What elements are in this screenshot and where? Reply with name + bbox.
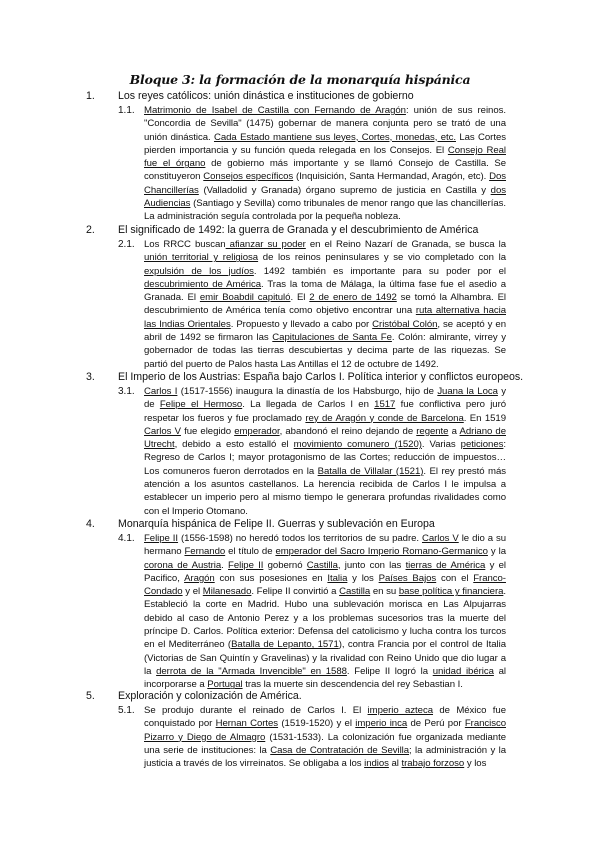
- underlined-term: peticiones: [460, 439, 504, 451]
- text-segment: . En 1519: [463, 412, 507, 424]
- text-segment: . Varias: [421, 439, 461, 451]
- underlined-term: corona de Austria: [144, 559, 222, 571]
- text-segment: , abandonó el reino dejando de: [279, 425, 417, 437]
- document-title: Bloque 3: la formación de la monarquía hispánica: [129, 72, 471, 87]
- underlined-term: Carlos I: [144, 386, 178, 397]
- text-segment: .: [221, 559, 229, 571]
- underlined-term: Castilla: [306, 559, 338, 571]
- text-segment: Los RRCC buscan: [144, 239, 226, 250]
- text-segment: gobernó: [263, 559, 307, 571]
- text-segment: (1556-1598) no heredó todos los territorios de su padre.: [178, 533, 422, 544]
- section-title: El Imperio de los Austrias: España bajo Carlos I. Política interior y conflictos europeos.: [118, 371, 524, 383]
- underlined-term: afianzar su poder: [225, 239, 306, 250]
- section-number: 2.: [86, 224, 95, 236]
- underlined-term: 2 de enero de 1492: [309, 292, 397, 304]
- text-segment: . El: [290, 292, 310, 304]
- text-segment: . El rey prestó más atención a los asuntos castellanos. La herencia recibida de Carlos I le impulsa a establecer un imperio pero al mismo tiempo le generara profundas rivalidades como con el Imperio Otomano.: [144, 465, 506, 517]
- underlined-term: Batalla de Lepanto, 1571: [231, 639, 339, 651]
- section-number: 3.: [86, 371, 95, 383]
- text-segment: y el Pacifico,: [144, 559, 506, 584]
- text-segment: . La llegada de Carlos I en: [242, 399, 375, 411]
- text-segment: Las Cortes pierden importancia y su función queda relegada en los Consejos. El: [144, 131, 506, 156]
- underlined-term: base política y financiera: [398, 586, 504, 598]
- text-segment: al incorporarse a: [144, 665, 506, 691]
- underlined-term: trabajo forzoso: [401, 758, 465, 770]
- paragraph-4: [144, 532, 506, 692]
- underlined-term: rey de Aragón y conde de Barcelona: [305, 412, 464, 424]
- text-segment: , se aceptó y en abril de 1492 se firmaron las: [144, 318, 506, 344]
- underlined-term: Cristóbal Colón: [372, 318, 438, 330]
- underlined-term: expulsión de los judíos: [144, 265, 254, 277]
- text-segment: a: [448, 425, 460, 437]
- underlined-term: Aragón: [184, 572, 215, 584]
- underlined-term: Adriano de Utrecht: [144, 425, 506, 451]
- text-segment: (1531-1533). La colonización fue organizada mediante una serie de instituciones: la: [144, 731, 506, 756]
- text-segment: ), contra Francia por el control de Italia (Victorias de San Quintín y Gravelinas) y la rivalidad con Reino Unido que dio lugar a la: [144, 639, 507, 677]
- text-segment: . Tras la toma de Málaga, la última fase fue el asedio a Granada. El: [144, 278, 506, 304]
- section-number: 1.: [86, 90, 95, 102]
- subsection-number: 5.1.: [118, 705, 135, 716]
- underlined-term: Felipe el Hermoso: [159, 399, 243, 411]
- text-segment: de Perú por: [407, 718, 465, 730]
- text-segment: (Valladolid y Granada) órgano supremo de justicia en Castilla y: [198, 184, 491, 196]
- underlined-term: Juana la Loca: [437, 386, 498, 397]
- text-segment: y el: [182, 586, 203, 598]
- underlined-term: movimiento comunero (1520): [293, 439, 422, 451]
- underlined-term: Dos Chancillerías: [144, 171, 507, 196]
- text-segment: fue conflictiva pero juró respetar los fueros y fue proclamado: [144, 399, 507, 424]
- underlined-term: imperio inca: [355, 718, 408, 730]
- text-segment: de gobierno más importante y se llamó Consejo de Castilla. Se constituyeron: [144, 158, 507, 183]
- text-segment: de México fue conquistado por: [144, 705, 506, 730]
- underlined-term: regente: [416, 425, 449, 437]
- section-title: Monarquía hispánica de Felipe II. Guerras y sublevación en Europa: [118, 518, 435, 530]
- underlined-term: Casa de Contratación de Sevilla: [270, 744, 410, 756]
- underlined-term: ruta alternativa hacia las Indias Orientales: [144, 305, 506, 330]
- paragraph-5: [144, 704, 506, 770]
- text-segment: le dio a su hermano: [144, 533, 507, 558]
- text-segment: tras la muerte sin descendencia del rey Sebastian I.: [242, 679, 463, 691]
- underlined-term: Felipe II: [228, 559, 264, 571]
- underlined-term: Consejo Real fue el órgano: [144, 144, 506, 170]
- underlined-term: Franco-Condado: [144, 572, 506, 598]
- underlined-term: emir Boabdil capituló: [199, 292, 291, 304]
- section-title: Exploración y colonización de América.: [118, 690, 302, 702]
- text-segment: se tomó la Alhambra. El descubrimiento de América tenía como objetivo encontrar una: [144, 292, 507, 317]
- text-segment: . Estableció la corte en Madrid. Hubo una sublevación morisca en Las Alpujarras debido al caso de Antonio Perez y a los problemas sucesorios tras la muerte del príncipe D. Carlos. Política exterior: Defensa del catolicismo y lucha contra los turcos en el Mediterráneo (: [144, 586, 506, 651]
- underlined-term: Francisco Pizarro y Diego de Almagro: [144, 718, 506, 743]
- text-segment: en el Reino Nazarí de Granada, se busca la: [305, 239, 506, 250]
- paragraph-1: [144, 104, 506, 224]
- text-segment: el título de: [225, 546, 276, 558]
- underlined-term: indios: [364, 758, 389, 770]
- underlined-term: Países Bajos: [378, 572, 437, 584]
- text-segment: (1517-1556) inaugura la dinastía de los Habsburgo, hijo de: [177, 386, 438, 397]
- underlined-term: Portugal: [207, 679, 243, 691]
- underlined-term: Carlos V: [144, 425, 181, 437]
- text-segment: y los: [464, 758, 487, 770]
- underlined-term: derrota de la "Armada Invencible" en 1588: [156, 665, 347, 677]
- subsection-number: 2.1.: [118, 239, 135, 250]
- text-segment: . Felipe II convirtió a: [251, 586, 340, 598]
- text-segment: y la: [487, 546, 506, 558]
- underlined-term: Capitulaciones de Santa Fe: [272, 332, 392, 344]
- text-segment: . 1492 también es importante para su poder por el: [253, 265, 507, 277]
- underlined-term: Carlos V: [421, 533, 459, 544]
- underlined-term: Fernando: [184, 546, 226, 558]
- text-segment: fue elegido: [180, 425, 235, 437]
- underlined-term: dos Audiencias: [144, 184, 506, 210]
- text-segment: (1519-1520) y el: [278, 718, 356, 730]
- text-segment: ; la administración y la justicia a través de los virreinatos. Se obligaba a los: [144, 744, 506, 770]
- section-title: El significado de 1492: la guerra de Granada y el descubrimiento de América: [118, 224, 479, 236]
- paragraph-3: [144, 385, 506, 518]
- text-segment: . Felipe II logró la: [346, 665, 433, 677]
- underlined-term: Matrimonio de Isabel de Castilla con Fernando de Aragón: [144, 105, 406, 116]
- underlined-term: descubrimiento de América: [144, 278, 262, 290]
- text-segment: y los: [347, 572, 379, 584]
- underlined-term: Felipe II: [144, 533, 179, 544]
- text-segment: (Inquisición, Santa Hermandad, Aragón, etc).: [293, 171, 490, 183]
- underlined-term: unión territorial y religiosa: [144, 252, 259, 264]
- underlined-term: Cada Estado mantiene sus leyes, Cortes, monedas, etc.: [213, 131, 456, 143]
- underlined-term: imperio azteca: [367, 705, 433, 716]
- section-number: 4.: [86, 518, 95, 530]
- text-segment: de los reinos peninsulares y se vio completado con la: [258, 252, 506, 264]
- underlined-term: Hernan Cortes: [215, 718, 279, 730]
- underlined-term: Milanesado: [202, 586, 252, 598]
- text-segment: con sus posesiones en: [214, 572, 328, 584]
- underlined-term: emperador del Sacro Imperio Romano-Germanico: [275, 546, 488, 558]
- underlined-term: Consejos específicos: [203, 171, 294, 183]
- text-segment: : unión de sus reinos. "Concordia de Sevilla" (1475) gobernar de manera conjunta pero se trató de una unión dinástica.: [144, 105, 506, 143]
- text-segment: . Colón: almirante, virrey y gobernador de todas las tierras descubiertas y decima parte de las riquezas. Se partió del puerto de Palos hasta Las Antillas el 12 de octubre de 1492.: [144, 332, 506, 370]
- subsection-number: 4.1.: [118, 533, 135, 544]
- text-segment: : Regreso de Carlos I; mayor protagonismo de las Cortes; reducción de impuestos…Los comuneros fueron derrotados en la: [144, 439, 506, 477]
- text-segment: en su: [370, 586, 399, 598]
- subsection-number: 3.1.: [118, 386, 135, 397]
- underlined-term: Batalla de Villalar (1521): [317, 465, 424, 477]
- text-segment: al: [388, 758, 402, 770]
- section-title: Los reyes católicos: unión dinástica e instituciones de gobierno: [118, 90, 414, 102]
- underlined-term: 1517: [374, 399, 396, 411]
- text-segment: , junto con las: [337, 559, 406, 571]
- text-segment: con el: [436, 572, 474, 584]
- underlined-term: tierras de América: [405, 559, 486, 571]
- underlined-term: Italia: [327, 572, 348, 584]
- underlined-term: Castilla: [339, 586, 371, 598]
- text-segment: y de: [144, 386, 506, 411]
- text-segment: Se produjo durante el reinado de Carlos I. El: [144, 705, 368, 716]
- text-segment: , debido a esto estalló el: [174, 439, 294, 451]
- underlined-term: unidad ibérica: [432, 665, 494, 677]
- underlined-term: emperador: [234, 425, 280, 437]
- text-segment: (Santiago y Sevilla) como tribunales de menor rango que las chancillerías. La administración seguía controlada por la pequeña nobleza.: [144, 198, 506, 223]
- section-number: 5.: [86, 690, 95, 702]
- paragraph-2: [144, 238, 506, 371]
- subsection-number: 1.1.: [118, 105, 135, 116]
- text-segment: . Propuesto y llevado a cabo por: [230, 318, 373, 330]
